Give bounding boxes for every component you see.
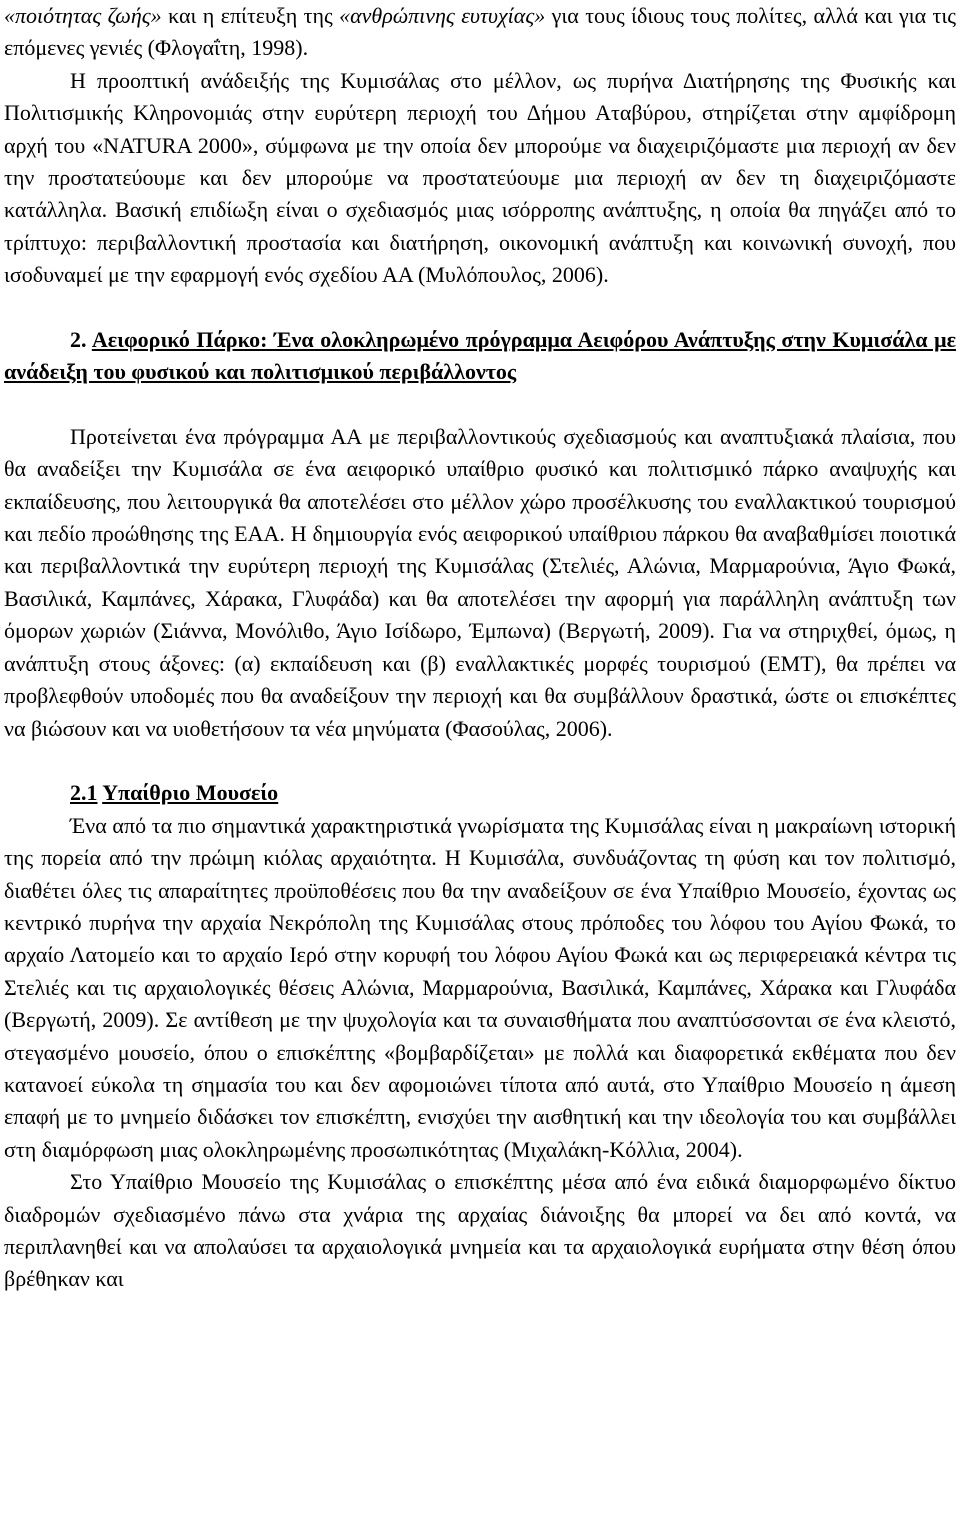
paragraph-1-italic-b: «ανθρώπινης ευτυχίας» (339, 3, 546, 28)
spacer (4, 292, 956, 324)
spacer (4, 388, 956, 420)
paragraph-2: Η προοπτική ανάδειξής της Κυμισάλας στο μέλλον, ως πυρήνα Διατήρησης της Φυσικής και Πολιτισμικής Κληρονομιάς στην ευρύτερη περιοχή του Δήμου Αταβύρου, στηρίζεται στην αμφίδρομη αρχή του «NATURA 2000», σύμφωνα με την οποία δεν μπορούμε να διαχειριζόμαστε μια περιοχή αν δεν την προστατεύουμε και δεν μπορούμε να προστατεύουμε μια περιοχή αν δεν τη διαχειριζόμαστε κατάλληλα. Βασική επιδίωξη είναι ο σχεδιασμός μιας ισόρροπης ανάπτυξης, η οποία θα πηγάζει από το τρίπτυχο: περιβαλλοντική προστασία και διατήρηση, οικονομική ανάπτυξη και κοινωνική συνοχή, που ισοδυναμεί με την εφαρμογή ενός σχεδίου ΑΑ (Μυλόπουλος, 2006). (4, 67, 956, 288)
paragraph-1 (4, 0, 956, 65)
paragraph-1-text-b: για τους ίδιους τους πολίτες, αλλά και για τις επόμενες γενιές (Φλογαΐτη, 1998). (4, 3, 956, 61)
spacer (4, 745, 956, 777)
paragraph-1-italic-a: «ποιότητας ζωής» (4, 3, 162, 28)
subsection-number: 2.1 (70, 780, 98, 806)
section-title: Αειφορικό Πάρκο: Ένα ολοκληρωμένο πρόγραμμα Αειφόρου Ανάπτυξης στην Κυμισάλα με ανάδειξη του φυσικού και πολιτισμικού περιβάλλοντος (4, 326, 956, 385)
document-page (4, 0, 956, 1296)
paragraph-5: Στο Υπαίθριο Μουσείο της Κυμισάλας ο επισκέπτης μέσα από ένα ειδικά διαμορφωμένο δίκτυο διαδρομών σχεδιασμένο πάνω στα χνάρια της αρχαίας διάνοιξης θα μπορεί να δει από κοντά, να περιπλανηθεί και να απολαύσει τα αρχαιολογικά μνημεία και τα αρχαιολογικά ευρήματα στην θέση όπου βρέθηκαν και (4, 1169, 956, 1292)
subsection-heading-2-1 (4, 777, 956, 809)
subsection-title: Υπαίθριο Μουσείο (102, 780, 279, 806)
section-number: 2. (70, 326, 87, 352)
paragraph-1-text-a: και η επίτευξη της (161, 3, 340, 28)
paragraph-4: Ένα από τα πιο σημαντικά χαρακτηριστικά γνωρίσματα της Κυμισάλας είναι η μακραίωνη ιστορική της πορεία από την πρώιμη κιόλας αρχαιότητα. Η Κυμισάλα, συνδυάζοντας τη φύση και τον πολιτισμό, διαθέτει όλες τις απαραίτητες προϋποθέσεις που θα την αναδείξουν σε ένα Υπαίθριο Μουσείο, έχοντας ως κεντρικό πυρήνα την αρχαία Νεκρόπολη της Κυμισάλας στους πρόποδες του λόφου του Αγίου Φωκά, το αρχαίο Λατομείο και το αρχαίο Ιερό στην κορυφή του λόφου Αγίου Φωκά και ως περιφερειακά κέντρα τις Στελιές και τις αρχαιολογικές θέσεις Αλώνια, Μαρμαρούνια, Βασιλικά, Καμπάνες, Χάρακα και Γλυφάδα (Βεργωτή, 2009). Σε αντίθεση με την ψυχολογία και τα συναισθήματα που αναπτύσσονται σε ένα κλειστό, στεγασμένο μουσείο, όπου ο επισκέπτης «βομβαρδίζεται» με πολλά και διαφορετικά εκθέματα που δεν κατανοεί εύκολα τη σημασία του και δεν αφομοιώνει τίποτα από αυτά, στο Υπαίθριο Μουσείο η άμεση επαφή με το μνημείο διδάσκει τον επισκέπτη, ενισχύει την αισθητική και την ιδεολογία του και συμβάλλει στη διαμόρφωση μιας ολοκληρωμένης προσωπικότητας (Μιχαλάκη-Κόλλια, 2004). (4, 812, 956, 1162)
section-heading-2 (4, 324, 956, 389)
paragraph-3: Προτείνεται ένα πρόγραμμα ΑΑ με περιβαλλοντικούς σχεδιασμούς και αναπτυξιακά πλαίσια, που θα αναδείξει την Κυμισάλα σε ένα αειφορικό υπαίθριο φυσικό και πολιτισμικό πάρκο αναψυχής και εκπαίδευσης, που λειτουργικά θα αποτελέσει στο μέλλον χώρο προσέλκυσης του εναλλακτικού τουρισμού και πεδίο προώθησης της ΕΑΑ. Η δημιουργία ενός αειφορικού υπαίθριου πάρκου θα αναβαθμίσει ποιοτικά και περιβαλλοντικά την ευρύτερη περιοχή της Κυμισάλας (Στελιές, Αλώνια, Μαρμαρούνια, Άγιο Φωκά, Βασιλικά, Καμπάνες, Χάρακα, Γλυφάδα) και θα αποτελέσει την αφορμή για παράλληλη ανάπτυξη των όμορων χωριών (Σιάννα, Μονόλιθο, Άγιο Ισίδωρο, Έμπωνα) (Βεργωτή, 2009). Για να στηριχθεί, όμως, η ανάπτυξη στους άξονες: (α) εκπαίδευση και (β) εναλλακτικές μορφές τουρισμού (ΕΜΤ), θα πρέπει να προβλεφθούν υποδομές που θα αναδείξουν την περιοχή και θα συμβάλλουν δραστικά, ώστε οι επισκέπτες να βιώσουν και να υιοθετήσουν τα νέα μηνύματα (Φασούλας, 2006). (4, 423, 956, 741)
